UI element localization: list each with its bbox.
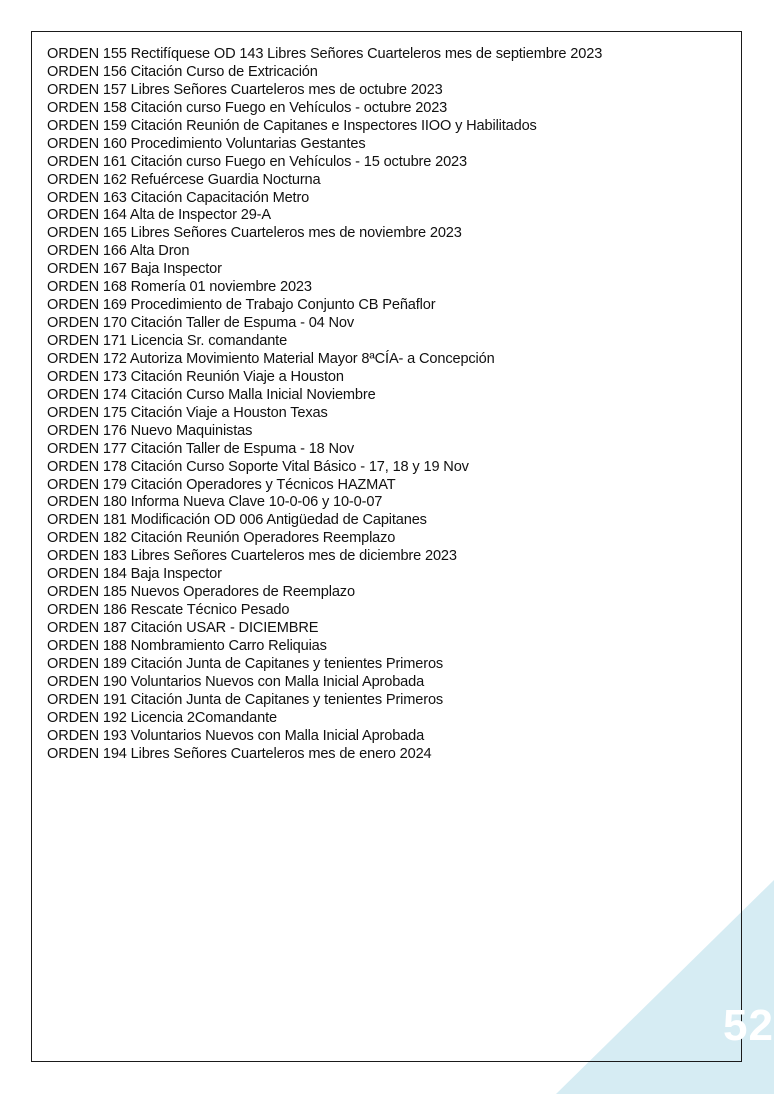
order-list-item: ORDEN 182 Citación Reunión Operadores Reemplazo bbox=[47, 530, 396, 547]
order-list-item: ORDEN 193 Voluntarios Nuevos con Malla Inicial Aprobada bbox=[47, 727, 425, 744]
order-list-item: ORDEN 175 Citación Viaje a Houston Texas bbox=[47, 404, 328, 421]
order-list-item: ORDEN 165 Libres Señores Cuarteleros mes de noviembre 2023 bbox=[47, 225, 462, 242]
order-list-item: ORDEN 161 Citación curso Fuego en Vehículos - 15 octubre 2023 bbox=[47, 153, 467, 170]
order-list-item: ORDEN 179 Citación Operadores y Técnicos HAZMAT bbox=[47, 476, 396, 493]
orders-content-box bbox=[31, 31, 742, 1062]
order-list-item: ORDEN 170 Citación Taller de Espuma - 04 Nov bbox=[47, 315, 355, 332]
order-list-item: ORDEN 157 Libres Señores Cuarteleros mes de octubre 2023 bbox=[47, 81, 443, 98]
order-list-item: ORDEN 178 Citación Curso Soporte Vital Básico - 17, 18 y 19 Nov bbox=[47, 458, 469, 475]
order-list-item: ORDEN 171 Licencia Sr. comandante bbox=[47, 333, 288, 349]
order-list-item: ORDEN 164 Alta de Inspector 29-A bbox=[47, 207, 271, 224]
order-list-item: ORDEN 184 Baja Inspector bbox=[47, 566, 222, 583]
order-list-item: ORDEN 189 Citación Junta de Capitanes y tenientes Primeros bbox=[47, 655, 444, 672]
order-list-item: ORDEN 181 Modificación OD 006 Antigüedad de Capitanes bbox=[47, 512, 427, 529]
page-number: 52 bbox=[723, 1001, 774, 1050]
order-list-item: ORDEN 180 Informa Nueva Clave 10-0-06 y 10-0-07 bbox=[47, 494, 383, 511]
order-list-item: ORDEN 162 Refuércese Guardia Nocturna bbox=[47, 171, 321, 188]
order-list-item: ORDEN 166 Alta Dron bbox=[47, 243, 190, 260]
orders-list bbox=[47, 46, 737, 764]
order-list-item: ORDEN 188 Nombramiento Carro Reliquias bbox=[47, 637, 327, 654]
order-list-item: ORDEN 156 Citación Curso de Extricación bbox=[47, 63, 318, 80]
order-list-item: ORDEN 176 Nuevo Maquinistas bbox=[47, 422, 253, 439]
order-list-item: ORDEN 169 Procedimiento de Trabajo Conjunto CB Peñaflor bbox=[47, 297, 436, 314]
order-list-item: ORDEN 155 Rectifíquese OD 143 Libres Señores Cuarteleros mes de septiembre 2023 bbox=[47, 46, 603, 62]
order-list-item: ORDEN 177 Citación Taller de Espuma - 18 Nov bbox=[47, 440, 355, 457]
order-list-item: ORDEN 187 Citación USAR - DICIEMBRE bbox=[47, 620, 319, 636]
order-list-item: ORDEN 158 Citación curso Fuego en Vehículos - octubre 2023 bbox=[47, 99, 448, 116]
order-list-item: ORDEN 190 Voluntarios Nuevos con Malla Inicial Aprobada bbox=[47, 673, 425, 690]
order-list-item: ORDEN 183 Libres Señores Cuarteleros mes de diciembre 2023 bbox=[47, 548, 457, 565]
order-list-item: ORDEN 194 Libres Señores Cuarteleros mes de enero 2024 bbox=[47, 745, 432, 762]
order-list-item: ORDEN 172 Autoriza Movimiento Material Mayor 8ªCÍA- a Concepción bbox=[47, 350, 495, 367]
order-list-item: ORDEN 167 Baja Inspector bbox=[47, 261, 222, 278]
order-list-item: ORDEN 173 Citación Reunión Viaje a Houston bbox=[47, 368, 344, 385]
order-list-item: ORDEN 168 Romería 01 noviembre 2023 bbox=[47, 279, 312, 296]
order-list-item: ORDEN 186 Rescate Técnico Pesado bbox=[47, 602, 290, 619]
order-list-item: ORDEN 185 Nuevos Operadores de Reemplazo bbox=[47, 584, 355, 601]
order-list-item: ORDEN 192 Licencia 2Comandante bbox=[47, 709, 277, 726]
order-list-item: ORDEN 163 Citación Capacitación Metro bbox=[47, 189, 310, 206]
order-list-item: ORDEN 174 Citación Curso Malla Inicial Noviembre bbox=[47, 386, 376, 403]
order-list-item: ORDEN 191 Citación Junta de Capitanes y tenientes Primeros bbox=[47, 691, 444, 708]
order-list-item: ORDEN 159 Citación Reunión de Capitanes e Inspectores IIOO y Habilitados bbox=[47, 117, 537, 134]
order-list-item: ORDEN 160 Procedimiento Voluntarias Gestantes bbox=[47, 135, 366, 152]
